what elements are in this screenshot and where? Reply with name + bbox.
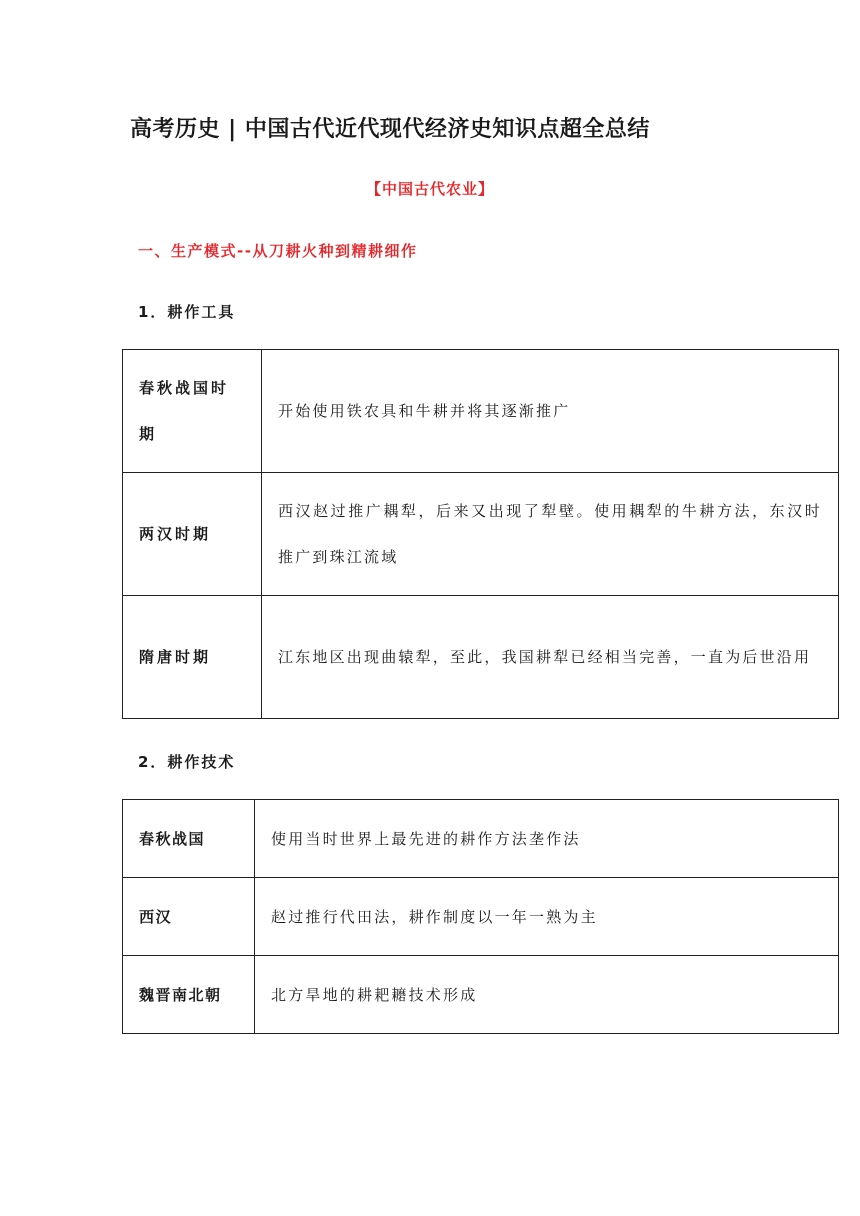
description-cell: 西汉赵过推广耦犁，后来又出现了犁壁。使用耦犁的牛耕方法，东汉时推广到珠江流域 [262, 473, 839, 596]
document-title: 高考历史 | 中国古代近代现代经济史知识点超全总结 [130, 117, 650, 142]
tools-heading: 1．耕作工具 [138, 303, 236, 321]
tools-table [122, 349, 839, 719]
description-cell: 江东地区出现曲辕犁，至此，我国耕犁已经相当完善，一直为后世沿用 [262, 596, 839, 719]
table-row [123, 800, 839, 878]
period-cell: 春秋战国 [123, 800, 255, 878]
techniques-heading: 2．耕作技术 [138, 753, 236, 771]
period-cell: 两汉时期 [123, 473, 262, 596]
description-cell: 北方旱地的耕耙耱技术形成 [255, 956, 839, 1034]
table-row [123, 878, 839, 956]
techniques-table [122, 799, 839, 1034]
period-cell: 魏晋南北朝 [123, 956, 255, 1034]
table-row [123, 596, 839, 719]
table-row [123, 350, 839, 473]
table-row [123, 473, 839, 596]
chapter-subtitle: 【中国古代农业】 [365, 180, 494, 198]
description-cell: 开始使用铁农具和牛耕并将其逐渐推广 [262, 350, 839, 473]
description-cell: 使用当时世界上最先进的耕作方法垄作法 [255, 800, 839, 878]
period-cell: 春秋战国时期 [123, 350, 262, 473]
table-row [123, 956, 839, 1034]
section-heading: 一、生产模式--从刀耕火种到精耕细作 [138, 242, 418, 260]
period-cell: 隋唐时期 [123, 596, 262, 719]
period-cell: 西汉 [123, 878, 255, 956]
description-cell: 赵过推行代田法，耕作制度以一年一熟为主 [255, 878, 839, 956]
